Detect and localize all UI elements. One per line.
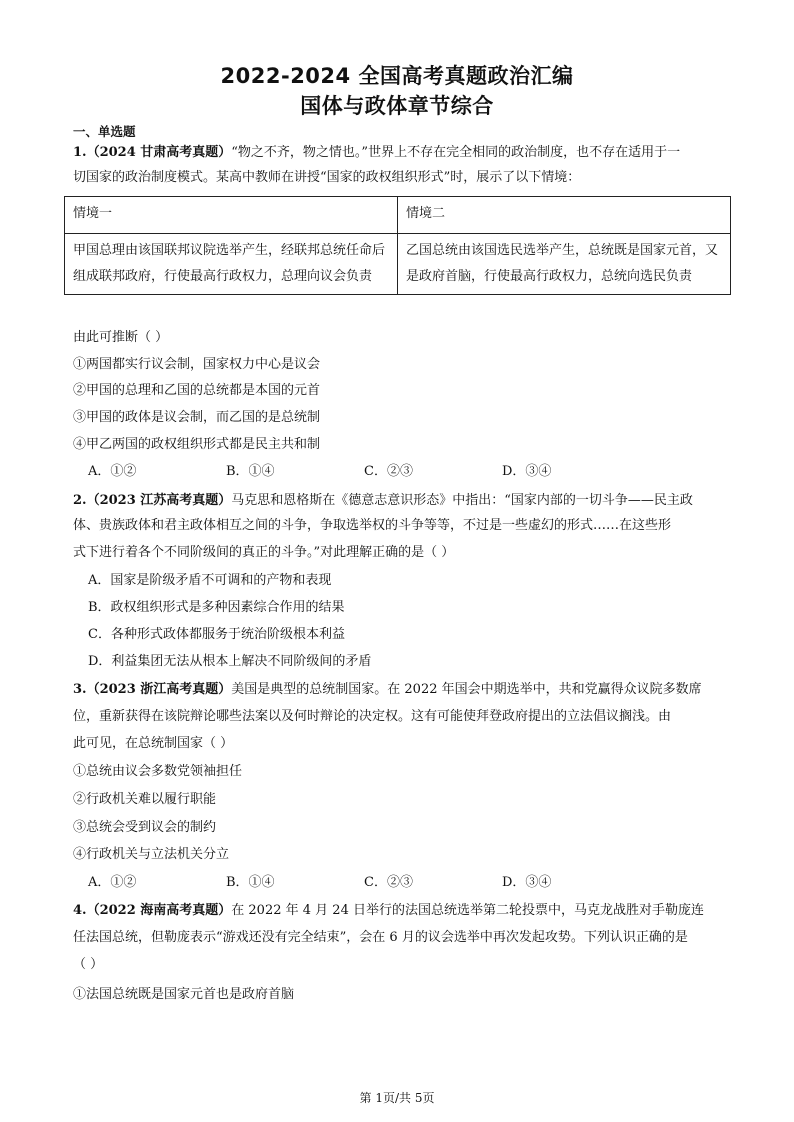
answer-option-d[interactable]: D．利益集团无法从根本上解决不同阶级间的矛盾: [88, 654, 372, 669]
statement-item: ④甲乙两国的政权组织形式都是民主共和制: [73, 437, 321, 452]
question-2-text-line3: 式下进行着各个不同阶级间的真正的斗争。”对此理解正确的是（ ）: [73, 545, 455, 560]
question-1-prompt: 由此可推断（ ）: [73, 330, 169, 345]
document-subtitle: 国体与政体章节综合: [300, 94, 494, 118]
page-footer: 第 1页/共 5页: [359, 1091, 435, 1105]
document-title: 2022-2024 全国高考真题政治汇编: [220, 64, 574, 88]
statement-item: ①法国总统既是国家元首也是政府首脑: [73, 987, 295, 1002]
answer-option-b[interactable]: B．①④: [226, 875, 275, 890]
statement-item: ②甲国的总理和乙国的总统都是本国的元首: [73, 383, 321, 398]
answer-option-d[interactable]: D．③④: [502, 875, 552, 890]
statement-item: ①总统由议会多数党领袖担任: [73, 764, 243, 779]
answer-option-c[interactable]: C．②③: [364, 875, 413, 890]
question-1-tag: 1.（2024 甘肃高考真题）: [73, 145, 232, 160]
question-3-stem: [73, 680, 702, 700]
statement-item: ③总统会受到议会的制约: [73, 820, 217, 835]
question-4-stem: [73, 901, 704, 921]
statement-item: ④行政机关与立法机关分立: [73, 847, 230, 862]
question-3-text-line3: 此可见，在总统制国家（ ）: [73, 736, 234, 751]
answer-option-a[interactable]: A．国家是阶级矛盾不可调和的产物和表现: [88, 573, 332, 588]
statement-item: ①两国都实行议会制，国家权力中心是议会: [73, 357, 321, 372]
question-3-text-line1: 美国是典型的总统制国家。在 2022 年国会中期选举中，共和党赢得众议院多数席: [231, 682, 702, 697]
question-1-options: [88, 462, 640, 482]
question-1-stem: [73, 143, 680, 163]
question-3-tag: 3.（2023 浙江高考真题）: [73, 682, 232, 697]
scenario-table: [64, 196, 731, 295]
answer-option-b[interactable]: B．①④: [226, 464, 275, 479]
question-1-text-line1: “物之不齐，物之情也。”世界上不存在完全相同的政治制度，也不存在适用于一: [231, 145, 681, 160]
answer-option-c[interactable]: C．②③: [364, 464, 413, 479]
question-2-text-line2: 体、贵族政体和君主政体相互之间的斗争，争取选举权的斗争等等，不过是一些虚幻的形式……在这些形: [73, 518, 672, 533]
table-cell: 乙国总统由该国选民选举产生，总统既是国家元首，又是政府首脑，行使最高行政权力，总统向选民负责: [398, 234, 731, 295]
question-4-text-line2: 任法国总统，但勒庞表示“游戏还没有完全结束”，会在 6 月的议会选举中再次发起攻势。下列认识正确的是: [73, 930, 688, 945]
answer-option-a[interactable]: A．①②: [88, 464, 137, 479]
question-4-tag: 4.（2022 海南高考真题）: [73, 903, 232, 918]
question-4-text-line1: 在 2022 年 4 月 24 日举行的法国总统选举第二轮投票中，马克龙战胜对手勒庞连: [231, 903, 704, 918]
statement-item: ②行政机关难以履行职能: [73, 792, 217, 807]
table-header-cell: 情境二: [398, 197, 731, 234]
answer-option-b[interactable]: B．政权组织形式是多种因素综合作用的结果: [88, 600, 345, 615]
answer-option-c[interactable]: C．各种形式政体都服务于统治阶级根本利益: [88, 627, 345, 642]
table-cell: 甲国总理由该国联邦议院选举产生，经联邦总统任命后组成联邦政府，行使最高行政权力，总理向议会负责: [65, 234, 398, 295]
question-2-stem: [73, 491, 693, 511]
question-4-text-line3: （ ）: [73, 957, 104, 972]
section-heading: 一、单选题: [73, 124, 136, 139]
question-2-text-line1: 马克思和恩格斯在《德意志意识形态》中指出：“国家内部的一切斗争——民主政: [231, 493, 693, 508]
answer-option-d[interactable]: D．③④: [502, 464, 552, 479]
question-3-text-line2: 位，重新获得在该院辩论哪些法案以及何时辩论的决定权。这有可能使拜登政府提出的立法倡议搁浅。由: [73, 709, 672, 724]
question-3-options: [88, 873, 640, 893]
question-1-text-line2: 切国家的政治制度模式。某高中教师在讲授“国家的政权组织形式”时，展示了以下情境：: [73, 170, 581, 185]
statement-item: ③甲国的政体是议会制，而乙国的是总统制: [73, 410, 321, 425]
table-header-cell: 情境一: [65, 197, 398, 234]
question-2-tag: 2.（2023 江苏高考真题）: [73, 493, 232, 508]
answer-option-a[interactable]: A．①②: [88, 875, 137, 890]
